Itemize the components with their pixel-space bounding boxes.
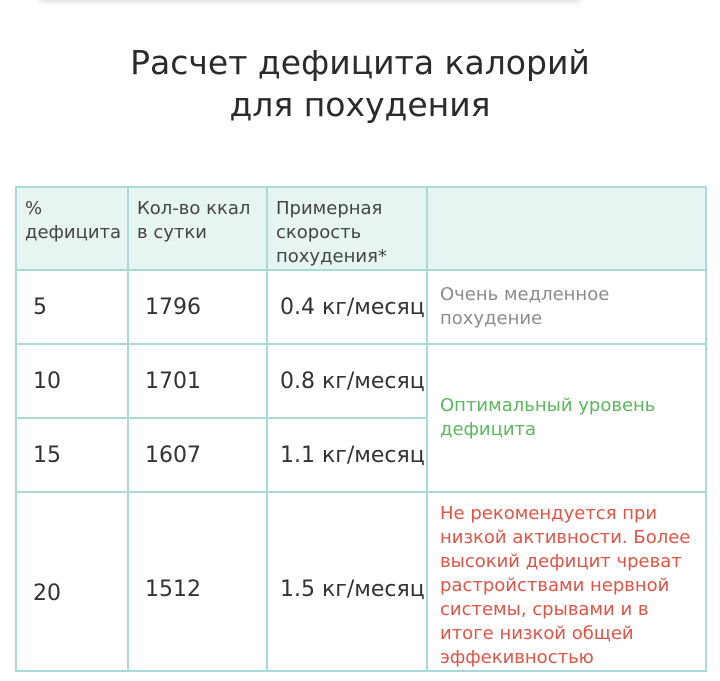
cell-deficit: 15 — [16, 418, 128, 492]
cell-deficit: 20 — [16, 492, 128, 671]
table-row — [16, 492, 706, 671]
note-not-recommended: Не рекомендуется при низкой активности. Более высокий дефицит чреват растройствами нервной системы, срывами и в итоге низкой общей эффекивностью — [427, 492, 706, 671]
page-title-line-2: для похудения — [229, 85, 491, 124]
calorie-deficit-table — [15, 186, 707, 672]
cell-deficit: 10 — [16, 344, 128, 418]
cell-rate: 0.4 кг/месяц — [267, 270, 427, 344]
page-title — [0, 42, 720, 126]
note-slow-loss: Очень медленное похудение — [427, 270, 706, 344]
header-weight-loss-rate: Примерная скорость похудения* — [267, 187, 427, 270]
page-title-line-1: Расчет дефицита калорий — [130, 43, 590, 82]
cell-kcal: 1607 — [128, 418, 267, 492]
header-kcal-per-day: Кол-во ккал в сутки — [128, 187, 267, 270]
cell-kcal: 1796 — [128, 270, 267, 344]
table-row — [16, 270, 706, 344]
header-note — [427, 187, 706, 270]
cell-kcal: 1512 — [128, 492, 267, 671]
header-deficit-percent: % дефицита — [16, 187, 128, 270]
cell-rate: 1.5 кг/месяц — [267, 492, 427, 671]
cell-rate: 0.8 кг/месяц — [267, 344, 427, 418]
cell-kcal: 1701 — [128, 344, 267, 418]
table-header-row — [16, 187, 706, 270]
cell-deficit: 5 — [16, 270, 128, 344]
note-optimal-deficit: Оптимальный уровень дефицита — [427, 344, 706, 492]
table-row — [16, 344, 706, 418]
cell-rate: 1.1 кг/месяц — [267, 418, 427, 492]
